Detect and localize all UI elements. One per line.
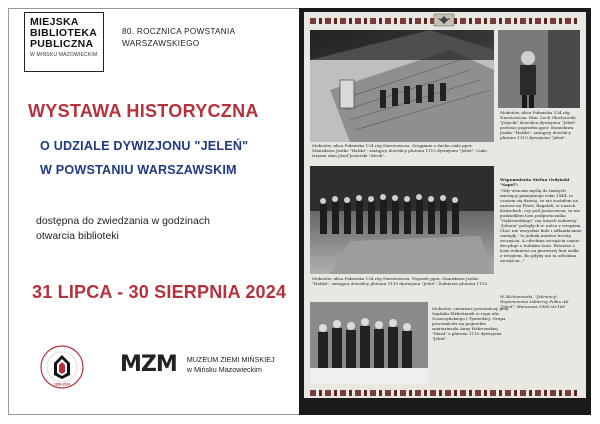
museum-name [187,355,275,374]
photo-soldiers [310,166,494,274]
exhibition-subtitle: W POWSTANIU WARSZAWSKIM [40,163,237,177]
anniversary-line: WARSZAWSKIEGO [122,38,200,48]
exhibition-title: WYSTAWA HISTORYCZNA [28,101,259,121]
anniversary-line: 80. ROCZNICA POWSTANIA [122,27,236,36]
exhibition-dates: 31 LIPCA - 30 SIERPNIA 2024 [32,282,287,302]
memoir-text: "Gdy wracam myślą do tamtych miesięcy pamiętnego roku 1944, to czasem się dziwię, że nie zostałem na zawsze na Florii, Bagateli, w Łazach Kabackich, czy pod Jaziorowem, tu nie podzieliłem losu podporucznika "Dąbrowskiego" czy innych żołnierzy "Jelenia" poległych w walce z wrogiem. Choć nie wszystkie kule i odłamki mnie ominęły - to jednak miałem trochę szczęścia. A odrobina szczęścia często decyduje o ludzkim losie. Również o losie żołnierza na pierwszej linii walki z wrogiem. Bo gdyby nie ta odrobina szczęścia..." [500,188,582,263]
decorative-band [310,390,580,396]
board-panel [304,12,586,410]
anniversary-badge-icon [40,345,84,389]
museum-name-line: MUZEUM ZIEMI MIŃSKIEJ [186,355,275,364]
anniversary-text [122,26,235,49]
board-floor [304,398,586,410]
museum-logo [120,352,275,377]
caption-soldiers: Mokotów, ulica Puławska 134 róg Narutowicza. Pogrzeb ppor. Stanisława Jeziko "Halski", zastępcy dowódcy plutonu 1110 dywizjonu "Jeleń". Żołnierze plutonu 1110. [312,276,489,286]
opening-hours-text [36,214,210,244]
photo-rooftop [310,30,494,142]
caption-officer: Mokotów, ulica Puławska 134 róg Narutowicza. Rtm. Lech Głuchowski "Jeżycki" dowódca dywizjonu "Jeleń" podczas pogrzebu ppor. Stanisława Jeziko "Halski", zastępcy dowódcy plutonu 1110 dywizjonu "Jeleń". [500,110,576,140]
library-location: W MIŃSKU MAZOWIECKIM [30,52,98,58]
museum-name-line: w Mińsku Mazowieckim [186,364,262,374]
library-logo [24,12,104,72]
caption-funeral: Mokotów, cmentarz powstańczy przy Szpitalu Elżbietanek w rogu ulic Goszczyńskiego i Tynieckiej. Grupa powstańców na pogrzebie sanitariuszki Anny Habrowskiej "Marii" z plutonu 1110 dywizjonu "Jeleń". [432,306,509,341]
caption-rooftop: Mokotów, ulica Puławska 134 róg Narutowicza. Ściąganie z dachu ciała ppor. Stanisława Jeziko "Halski", zastępcy dowódcy plutonu 1110 dywizjonu "Jeleń". Ciało trzyma ułan Józef Jezierski "Alcok". [312,143,487,158]
memoir-source: W. Kichanowski, "Jelenincy" Wspomnienia żołnierzy Pułku AK "Jeleń", Warszawa 1989,str.186 [500,294,569,309]
hours-line: otwarcia biblioteki [36,230,119,242]
eagle-emblem-icon [432,13,456,27]
photo-officer [498,30,580,108]
museum-logo-mark: MZM [120,352,177,377]
library-name-line: BIBLIOTEKA [30,27,98,39]
badge-years: 1939-2024 [53,382,71,387]
photo-funeral [310,302,428,384]
library-name-line: MIEJSKA [30,16,79,28]
exhibition-subtitle: O UDZIALE DYWIZJONU "JELEŃ" [40,139,249,153]
library-name-line: PUBLICZNA [30,38,94,50]
exhibition-board-photo [299,8,591,415]
hours-line: dostępna do zwiedzania w godzinach [36,215,210,227]
memoir-title: Wspomnienia Stefan Ordyński "Sapel": [500,177,570,187]
